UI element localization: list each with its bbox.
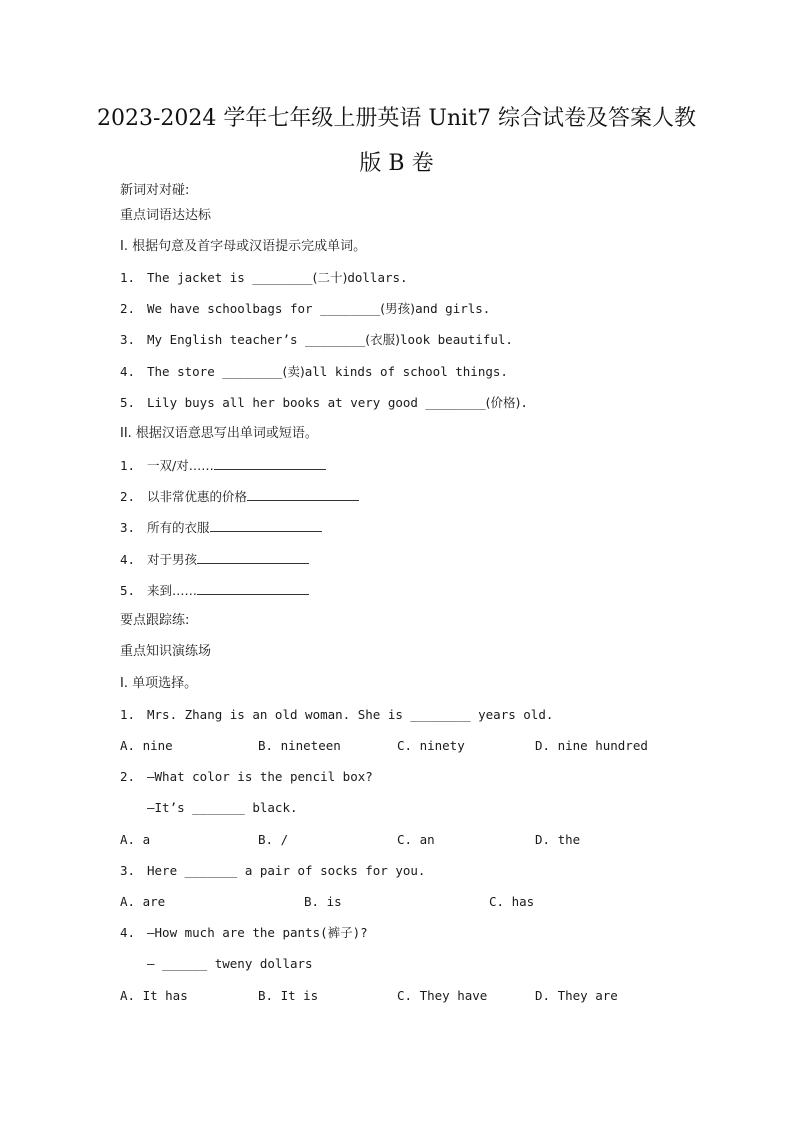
answer-blank (197, 551, 309, 564)
mc4-option-c: C. They have (397, 988, 488, 1003)
item-text: 一双/对…… (147, 458, 214, 473)
part2-item-2 (120, 488, 359, 505)
mc4-option-d: D. They are (535, 988, 618, 1003)
item-before: Lily buys all her books at very good ________ (147, 395, 486, 410)
item-number: 5. (120, 395, 136, 410)
section-drill: 重点知识演练场 (120, 644, 212, 659)
answer-blank (214, 457, 326, 470)
mc1-option-b: B. nineteen (258, 738, 341, 753)
document-title-line-2: 版 B 卷 (359, 151, 434, 176)
question-text: —How much are the pants(裤子)? (147, 925, 368, 940)
section-key-words: 重点词语达达标 (120, 208, 212, 223)
mc3-option-a: A. are (120, 894, 166, 909)
item-number: 4. (120, 925, 136, 940)
answer-blank (210, 519, 322, 532)
item-hint: (衣服) (365, 332, 401, 347)
question-text: Mrs. Zhang is an old woman. She is ________ years old. (147, 707, 554, 722)
item-number: 3. (120, 520, 136, 535)
item-number: 4. (120, 364, 136, 379)
part1-heading: I. 根据句意及首字母或汉语提示完成单词。 (120, 239, 367, 254)
answer-blank (197, 582, 309, 595)
item-text: 以非常优惠的价格 (147, 489, 248, 504)
item-before: We have schoolbags for ________ (147, 301, 381, 316)
mc-question-2-line-2: —It’s _______ black. (147, 800, 298, 815)
part2-item-4 (120, 551, 309, 568)
item-before: My English teacher’s ________ (147, 332, 366, 347)
mc3-option-c: C. has (489, 894, 535, 909)
part1-item-5 (120, 395, 528, 411)
document-title-line-1: 2023-2024 学年七年级上册英语 Unit7 综合试卷及答案人教 (97, 106, 696, 131)
item-before: The jacket is ________ (147, 270, 313, 285)
item-hint: (卖) (282, 364, 305, 379)
mc-question-2 (120, 769, 373, 785)
item-after: all kinds of school things. (304, 364, 508, 379)
section-new-words: 新词对对碰: (120, 183, 190, 198)
item-after: dollars. (347, 270, 408, 285)
section-practice: 要点跟踪练: (120, 613, 190, 628)
item-number: 5. (120, 583, 136, 598)
item-number: 4. (120, 552, 136, 567)
mc-question-3 (120, 863, 425, 879)
mc4-option-a: A. It has (120, 988, 188, 1003)
mc-question-4 (120, 925, 368, 941)
item-text: 所有的衣服 (147, 520, 210, 535)
mc2-option-a: A. a (120, 832, 151, 847)
item-number: 2. (120, 301, 136, 316)
question-text: —What color is the pencil box? (147, 769, 373, 784)
item-hint: (二十) (312, 270, 348, 285)
mc2-option-d: D. the (535, 832, 581, 847)
item-after: . (520, 395, 528, 410)
item-after: and girls. (415, 301, 491, 316)
item-number: 2. (120, 489, 136, 504)
item-text: 对于男孩 (147, 552, 198, 567)
mc3-option-b: B. is (304, 894, 342, 909)
item-number: 3. (120, 332, 136, 347)
item-before: The store ________ (147, 364, 283, 379)
part1-item-1 (120, 270, 408, 286)
part1-item-3 (120, 332, 513, 348)
part1-item-4 (120, 364, 508, 380)
mc2-option-c: C. an (397, 832, 435, 847)
item-number: 1. (120, 458, 136, 473)
mc1-option-c: C. ninety (397, 738, 465, 753)
part2-item-5 (120, 582, 309, 599)
answer-blank (247, 488, 359, 501)
mc-question-4-line-2: — ______ tweny dollars (147, 956, 313, 971)
question-text: Here _______ a pair of socks for you. (147, 863, 426, 878)
item-hint: (价格) (485, 395, 521, 410)
mc4-option-b: B. It is (258, 988, 319, 1003)
mc-question-1 (120, 707, 553, 723)
part2-item-3 (120, 519, 322, 536)
item-number: 3. (120, 863, 136, 878)
item-hint: (男孩) (380, 301, 416, 316)
item-after: look beautiful. (400, 332, 513, 347)
item-number: 1. (120, 270, 136, 285)
item-number: 1. (120, 707, 136, 722)
part2-heading: II. 根据汉语意思写出单词或短语。 (120, 426, 318, 441)
mc1-option-d: D. nine hundred (535, 738, 648, 753)
part2-item-1 (120, 457, 326, 474)
mc2-option-b: B. / (258, 832, 289, 847)
part1-item-2 (120, 301, 490, 317)
item-number: 2. (120, 769, 136, 784)
mc1-option-a: A. nine (120, 738, 173, 753)
mc-heading: I. 单项选择。 (120, 676, 198, 691)
item-text: 来到…… (147, 583, 198, 598)
